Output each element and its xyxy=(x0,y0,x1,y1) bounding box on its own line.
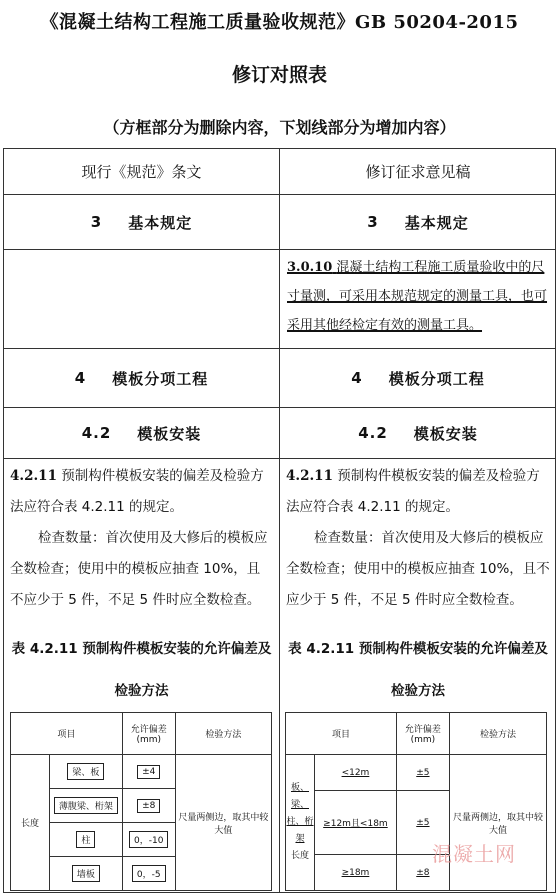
value-cell xyxy=(122,755,175,789)
value-label: ±5 xyxy=(416,767,430,778)
value-label: 0，-10 xyxy=(129,831,168,848)
item-cell xyxy=(50,789,123,823)
header-revision-draft: 修订征求意见稿 xyxy=(365,163,471,181)
section-label: 基本规定 xyxy=(128,213,193,232)
method-cell: 尺量两侧边，取其中较大值 xyxy=(175,755,271,891)
section-label: 模板分项工程 xyxy=(112,369,209,388)
comparison-table xyxy=(3,148,556,893)
section-3-left xyxy=(4,195,279,249)
col-item: 项目 xyxy=(286,713,397,755)
item-label: 墙板 xyxy=(72,865,100,882)
section-label: 模板安装 xyxy=(413,424,478,443)
item-label: ≥18m xyxy=(341,867,370,878)
value-cell xyxy=(396,755,449,791)
value-label: ±8 xyxy=(137,799,160,813)
col-allowance xyxy=(396,713,449,755)
col-method: 检验方法 xyxy=(449,713,546,755)
item-cell xyxy=(50,857,123,891)
table-caption-left: 表 4.2.11 预制构件模板安装的允许偏差及 xyxy=(11,641,272,657)
watermark: 混凝土网 xyxy=(432,842,516,866)
col-method: 检验方法 xyxy=(175,713,271,755)
item-label: <12m xyxy=(341,767,370,778)
allowance-label: 允许偏差 xyxy=(404,725,441,735)
row-divider xyxy=(4,249,555,250)
item-label: 梁、板 xyxy=(67,763,104,780)
item-label: 薄腹梁、桁架 xyxy=(54,797,118,814)
value-label: ±4 xyxy=(137,765,160,779)
allowance-unit: (mm) xyxy=(136,735,162,745)
clause-number: 3.0.10 xyxy=(287,260,333,275)
section-number: 3 xyxy=(90,213,103,231)
table-caption-right: 表 4.2.11 预制构件模板安装的允许偏差及 xyxy=(288,641,548,657)
doc-title: 《混凝土结构工程施工质量验收规范》GB 50204-2015 xyxy=(40,12,519,33)
added-clause-3-0-10 xyxy=(282,253,554,345)
item-label: 柱 xyxy=(76,831,95,848)
section-number: 3 xyxy=(367,213,379,231)
row-divider xyxy=(4,458,555,459)
group-added-text: 板、梁、柱、桁架 xyxy=(286,783,314,844)
doc-subtitle: 修订对照表 xyxy=(231,64,327,86)
section-4-2-right xyxy=(280,408,556,458)
section-number: 4 xyxy=(74,369,87,387)
section-number: 4.2 xyxy=(358,424,388,442)
section-label: 基本规定 xyxy=(404,213,469,232)
method-cell: 尺量两侧边，取其中较大值 xyxy=(449,755,546,891)
table-caption-left-2: 检验方法 xyxy=(114,683,169,699)
group-label xyxy=(286,755,315,891)
check-quantity: 检查数量：首次使用及大修后的模板应全数检查；使用中的模板应抽查 10%，且不应少于 5 件，不足 5 件时应全数检查。 xyxy=(286,530,550,608)
item-cell xyxy=(50,755,123,789)
doc-note: （方框部分为删除内容，下划线部分为增加内容） xyxy=(103,118,456,137)
section-label: 模板安装 xyxy=(137,424,202,443)
value-cell xyxy=(122,789,175,823)
group-tail-text: 长度 xyxy=(290,851,309,861)
value-cell xyxy=(122,823,175,857)
allowance-label: 允许偏差 xyxy=(130,725,167,735)
section-label: 模板分项工程 xyxy=(388,369,485,388)
table-caption-right-2: 检验方法 xyxy=(391,683,445,699)
item-cell xyxy=(50,823,123,857)
col-item: 项目 xyxy=(11,713,123,755)
header-current-clause: 现行《规范》条文 xyxy=(81,163,202,181)
value-label: ±5 xyxy=(416,817,430,828)
clause-4-2-11-right xyxy=(280,461,556,616)
col-allowance xyxy=(122,713,175,755)
section-4-2-left xyxy=(4,408,279,458)
clause-text: 预制构件模板安装的偏差及检验方法应符合表 4.2.11 的规定。 xyxy=(10,468,264,515)
clause-text: 预制构件模板安装的偏差及检验方法应符合表 4.2.11 的规定。 xyxy=(286,468,540,515)
clause-number: 4.2.11 xyxy=(10,468,57,484)
value-label: ±8 xyxy=(416,867,430,878)
clause-number: 4.2.11 xyxy=(286,468,333,484)
item-label: ≥12m且<18m xyxy=(323,819,388,829)
section-4-left xyxy=(4,349,279,407)
item-cell xyxy=(315,855,397,891)
check-quantity: 检查数量：首次使用及大修后的模板应全数检查；使用中的模板应抽查 10%，且不应少于 5 件，不足 5 件时应全数检查。 xyxy=(10,530,268,608)
section-number: 4 xyxy=(351,369,363,387)
section-4-right xyxy=(280,349,556,407)
section-number: 4.2 xyxy=(81,424,112,442)
left-tolerance-table xyxy=(10,712,272,891)
group-label: 长度 xyxy=(11,755,50,891)
clause-4-2-11-left xyxy=(4,461,279,616)
value-cell xyxy=(122,857,175,891)
section-3-right xyxy=(280,195,556,249)
clause-text: 混凝土结构工程施工质量验收中的尺寸量测，可采用本规范规定的测量工具，也可采用其他经检定有效的测量工具。 xyxy=(287,260,548,333)
value-label: 0，-5 xyxy=(132,865,166,882)
allowance-unit: (mm) xyxy=(410,735,436,745)
item-cell xyxy=(315,791,397,855)
item-cell xyxy=(315,755,397,791)
